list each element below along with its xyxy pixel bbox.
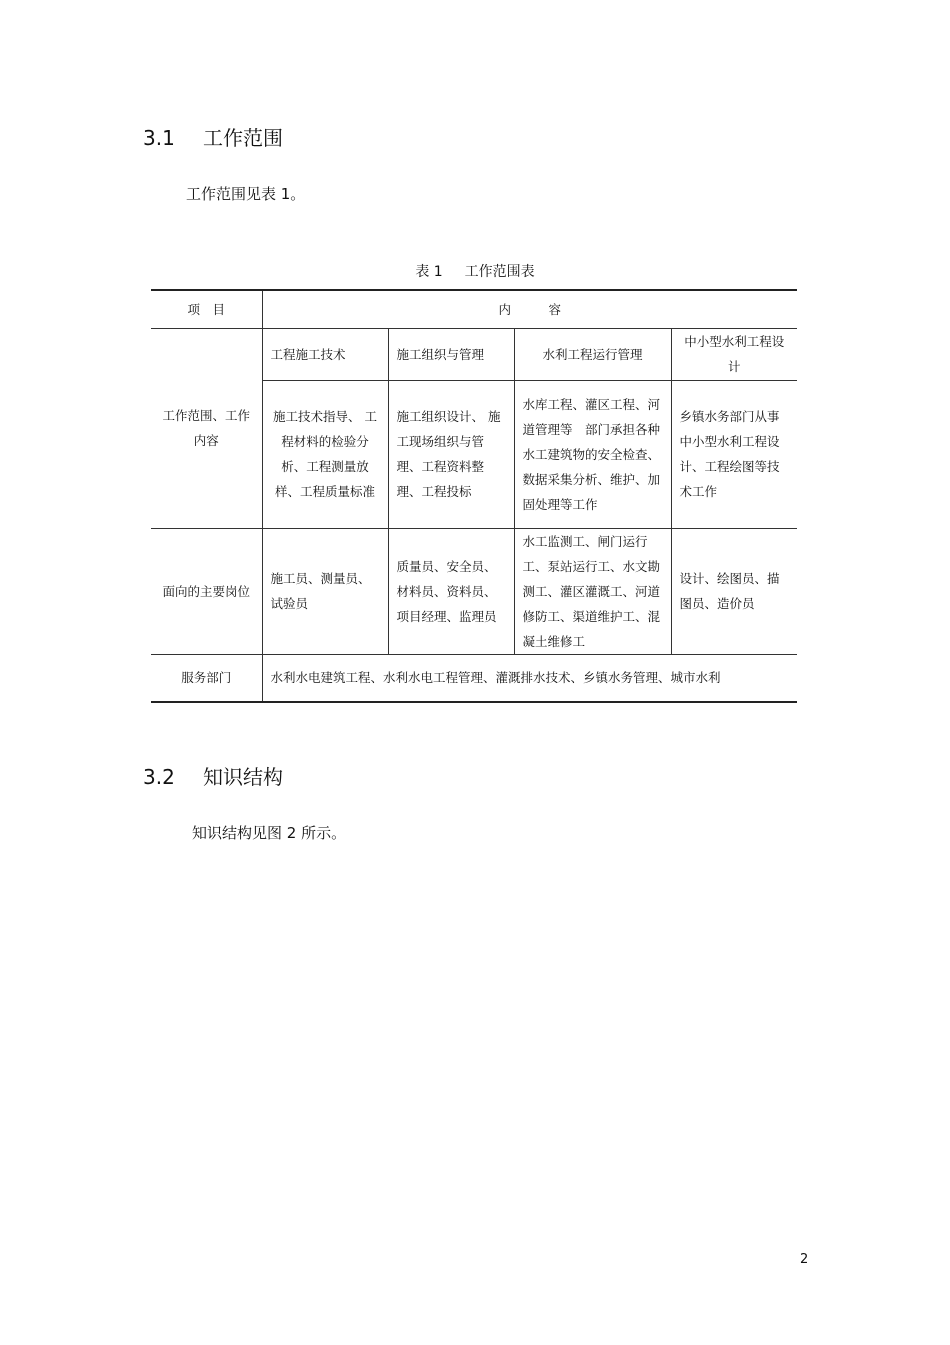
header-content: 内 容	[262, 290, 797, 328]
page-number: 2	[800, 1252, 809, 1267]
section-number: 3.1	[143, 126, 175, 150]
paragraph-figure-reference: 知识结构见图 2 所示。	[192, 824, 347, 842]
paragraph-table-reference: 工作范围见表 1。	[186, 185, 306, 203]
work-scope-table	[151, 289, 797, 703]
table-cell: 乡镇水务部门从事中小型水利工程设计、工程绘图等技术工作	[671, 380, 797, 528]
table-row-service-departments	[151, 654, 797, 702]
subheader-construction-technology: 工程施工技术	[262, 328, 388, 380]
table-row-positions	[151, 528, 797, 654]
section-heading-3-2	[143, 761, 283, 790]
section-title: 工作范围	[203, 126, 283, 150]
section-heading-3-1	[143, 122, 283, 151]
subheader-small-project-design: 中小型水利工程设计	[671, 328, 797, 380]
table-cell: 水库工程、灌区工程、河道管理等 部门承担各种水工建筑物的安全检查、数据采集分析、维护、加固处理等工作	[514, 380, 671, 528]
row-label-positions: 面向的主要岗位	[151, 528, 262, 654]
table-subheader-row	[151, 328, 797, 380]
table-caption-label: 表 1	[415, 264, 443, 280]
table-cell: 水工监测工、闸门运行工、泵站运行工、水文勘测工、灌区灌溉工、河道修防工、渠道维护工、混凝土维修工	[514, 528, 671, 654]
table-header-row	[151, 290, 797, 328]
header-item: 项 目	[151, 290, 262, 328]
table-cell: 施工组织设计、 施工现场组织与管理、工程资料整理、工程投标	[388, 380, 514, 528]
table-cell: 施工员、测量员、试验员	[262, 528, 388, 654]
table-cell: 质量员、安全员、材料员、资料员、项目经理、监理员	[388, 528, 514, 654]
table-cell: 设计、绘图员、描图员、造价员	[671, 528, 797, 654]
table-caption-title: 工作范围表	[464, 264, 535, 280]
table-caption	[0, 261, 950, 281]
row-label-work-scope: 工作范围、工作内容	[151, 328, 262, 528]
row-label-service-departments: 服务部门	[151, 654, 262, 702]
section-title: 知识结构	[203, 765, 283, 789]
table-cell: 施工技术指导、 工程材料的检验分析、工程测量放样、工程质量标准	[262, 380, 388, 528]
section-number: 3.2	[143, 765, 175, 789]
subheader-operation-management: 水利工程运行管理	[514, 328, 671, 380]
service-departments-content: 水利水电建筑工程、水利水电工程管理、灌溉排水技术、乡镇水务管理、城市水利	[262, 654, 797, 702]
subheader-construction-management: 施工组织与管理	[388, 328, 514, 380]
